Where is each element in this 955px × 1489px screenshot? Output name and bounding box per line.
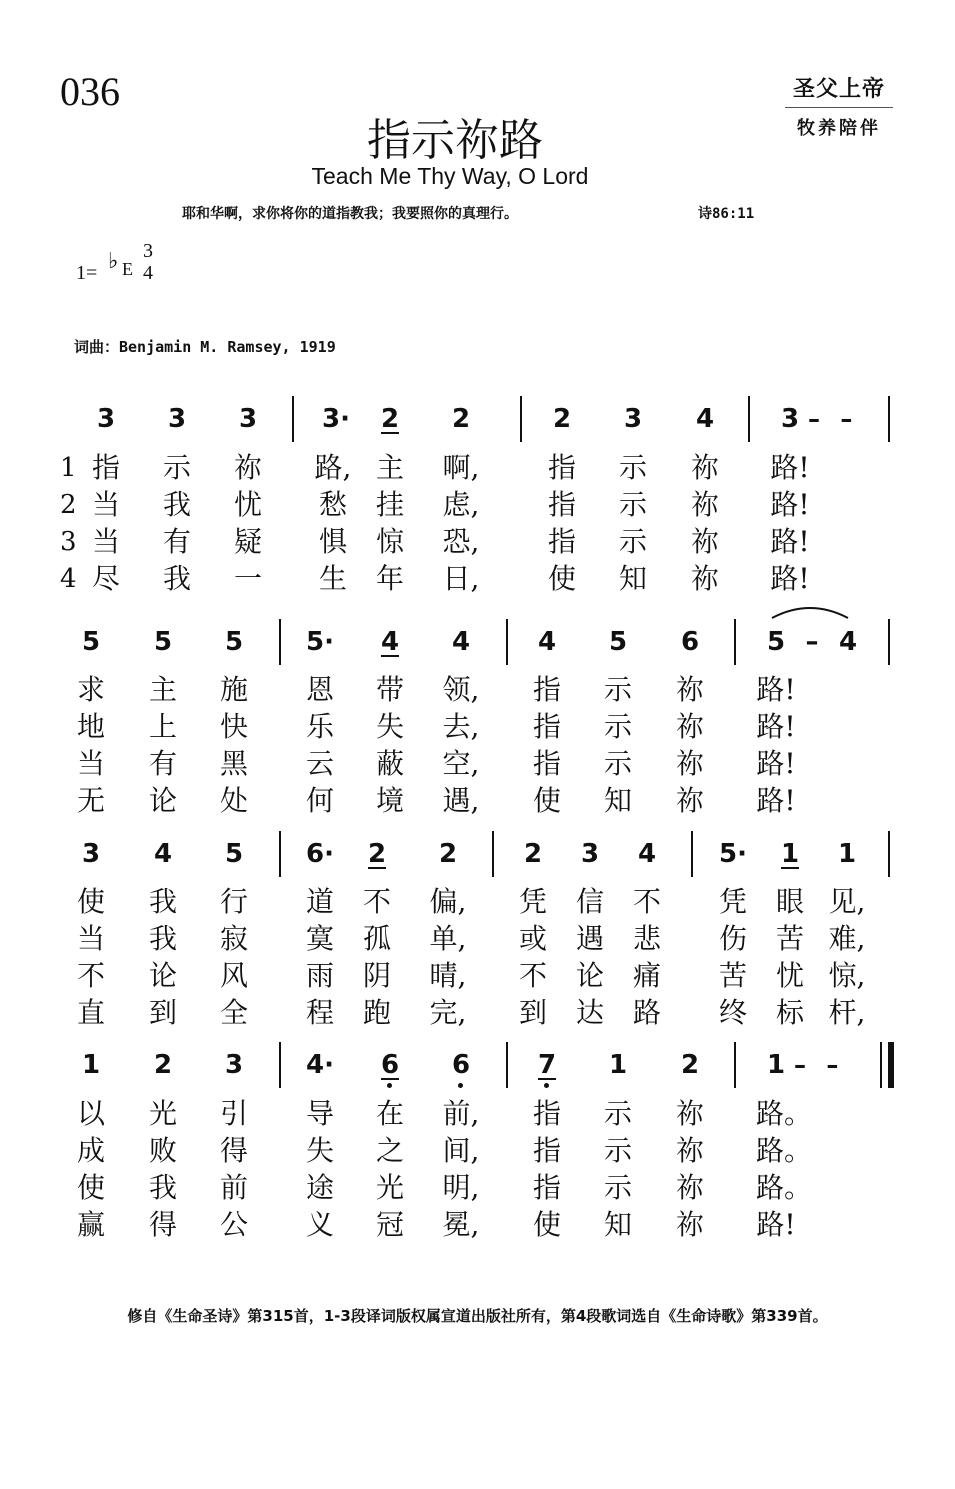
lyric-syllable: 指 — [547, 488, 576, 521]
lyric-syllable: 终 — [718, 996, 747, 1029]
lyric-syllable: 祢 — [675, 784, 704, 817]
lyric-syllable: 悲 — [632, 922, 661, 955]
lyric-syllable: 路! — [756, 784, 796, 817]
note-digit: 4 — [451, 627, 471, 657]
note-digit: 4 — [637, 839, 657, 869]
lyric-syllable: 使 — [532, 1208, 561, 1241]
lyric-syllable: 指 — [532, 673, 561, 706]
underlined-note: 1 — [780, 839, 800, 869]
underlined-note: 7 — [537, 1050, 557, 1080]
lyric-syllable: 路, — [314, 451, 352, 484]
lyric-syllable: 阴 — [362, 959, 391, 992]
note-digit: 5 — [153, 627, 173, 657]
barline — [520, 396, 522, 442]
time-signature-bottom: 4 — [143, 262, 153, 284]
lyric-syllable: 忧 — [775, 959, 804, 992]
lyric-syllable: 一 — [233, 562, 262, 595]
lyric-syllable: 见, — [828, 885, 866, 918]
barline — [748, 396, 750, 442]
lyric-syllable: 指 — [547, 451, 576, 484]
note — [228, 404, 268, 434]
note — [685, 404, 725, 434]
note — [598, 627, 638, 657]
lyric-syllable: 蔽 — [375, 747, 404, 780]
lyric-syllable: 孤 — [362, 922, 391, 955]
lyric-syllable: 祢 — [675, 1208, 704, 1241]
lyric-syllable: 伤 — [718, 922, 747, 955]
lyric-syllable: 得 — [219, 1134, 248, 1167]
lyric-syllable: 处 — [219, 784, 248, 817]
note — [86, 404, 126, 434]
lyric-syllable: 路! — [770, 562, 810, 595]
note — [441, 404, 481, 434]
note-extension: – – — [808, 405, 859, 433]
note — [214, 1050, 254, 1080]
note-digit: 2 — [438, 839, 458, 869]
note-digit: 5 — [224, 839, 244, 869]
verse-number: 1 — [60, 453, 77, 483]
note — [370, 1050, 410, 1080]
lyric-syllable: 指 — [532, 1097, 561, 1130]
lyric-syllable: 路。 — [756, 1171, 813, 1204]
lyric-syllable: 我 — [162, 562, 191, 595]
note-digit: 4 — [695, 404, 715, 434]
note-digit: 1 — [766, 1050, 786, 1080]
lyric-syllable: 信 — [575, 885, 604, 918]
lyric-syllable: 遇 — [575, 922, 604, 955]
lyric-syllable: 有 — [162, 525, 191, 558]
note-digit: 5 — [608, 627, 628, 657]
barline — [492, 831, 494, 877]
composer-credit: 词曲：Benjamin M. Ramsey, 1919 — [74, 338, 336, 356]
lyric-syllable: 空, — [442, 747, 480, 780]
note — [513, 839, 553, 869]
lyric-syllable: 主 — [148, 673, 177, 706]
lyric-syllable: 示 — [618, 488, 647, 521]
lyric-syllable: 疑 — [233, 525, 262, 558]
lyric-syllable: 冠 — [375, 1208, 404, 1241]
lyric-syllable: 杆, — [828, 996, 866, 1029]
lyric-syllable: 路。 — [756, 1134, 813, 1167]
lyric-syllable: 偏, — [429, 885, 467, 918]
low-octave-dot — [387, 1083, 392, 1088]
lyric-syllable: 达 — [575, 996, 604, 1029]
barline — [691, 831, 693, 877]
note — [71, 839, 111, 869]
slur — [770, 604, 850, 620]
lyric-syllable: 祢 — [675, 673, 704, 706]
underlined-note: 2 — [367, 839, 387, 869]
low-octave-dot — [458, 1083, 463, 1088]
lyric-syllable: 行 — [219, 885, 248, 918]
note — [143, 1050, 183, 1080]
verse-number: 3 — [60, 527, 77, 557]
note-digit: – — [805, 627, 819, 657]
note — [542, 404, 582, 434]
lyric-syllable: 使 — [76, 1171, 105, 1204]
note-digit: 2 — [451, 404, 471, 434]
lyric-syllable: 单, — [429, 922, 467, 955]
barline — [279, 619, 281, 665]
lyric-syllable: 寞 — [305, 922, 334, 955]
note — [300, 627, 340, 657]
lyric-syllable: 导 — [305, 1097, 334, 1130]
note-digit: 2 — [680, 1050, 700, 1080]
lyric-syllable: 标 — [775, 996, 804, 1029]
note-digit: 4 — [153, 839, 173, 869]
lyric-syllable: 到 — [518, 996, 547, 1029]
lyric-syllable: 眼 — [775, 885, 804, 918]
lyric-syllable: 凭 — [518, 885, 547, 918]
note-digit: 3 — [224, 1050, 244, 1080]
lyric-syllable: 全 — [219, 996, 248, 1029]
lyric-syllable: 雨 — [305, 959, 334, 992]
note-digit: 4· — [306, 1050, 334, 1080]
note-digit: 5· — [719, 839, 747, 869]
lyric-syllable: 指 — [532, 1134, 561, 1167]
note — [627, 839, 667, 869]
barline — [506, 1042, 508, 1088]
low-octave-dot — [544, 1083, 549, 1088]
note-digit: 3 — [81, 839, 101, 869]
lyric-syllable: 之 — [375, 1134, 404, 1167]
note-digit: 2 — [523, 839, 543, 869]
lyric-syllable: 公 — [219, 1208, 248, 1241]
lyric-syllable: 赢 — [76, 1208, 105, 1241]
lyric-syllable: 引 — [219, 1097, 248, 1130]
lyric-syllable: 示 — [603, 747, 632, 780]
lyric-syllable: 或 — [518, 922, 547, 955]
underlined-note: 6 — [380, 1050, 400, 1080]
note-digit: 3 — [623, 404, 643, 434]
barline — [734, 1042, 736, 1088]
lyric-syllable: 不 — [76, 959, 105, 992]
lyric-syllable: 领, — [442, 673, 480, 706]
lyric-syllable: 境 — [375, 784, 404, 817]
note-digit: 4 — [537, 627, 557, 657]
note — [71, 1050, 111, 1080]
note — [71, 627, 111, 657]
lyric-syllable: 使 — [76, 885, 105, 918]
lyric-syllable: 祢 — [675, 1134, 704, 1167]
note-extension: – – — [794, 1051, 845, 1079]
lyric-syllable: 当 — [76, 747, 105, 780]
note — [143, 839, 183, 869]
lyric-syllable: 前 — [219, 1171, 248, 1204]
note — [441, 627, 481, 657]
note — [441, 1050, 481, 1080]
lyric-syllable: 义 — [305, 1208, 334, 1241]
lyric-syllable: 败 — [148, 1134, 177, 1167]
underlined-note: 2 — [380, 404, 400, 434]
key-note: E — [122, 259, 133, 279]
lyric-syllable: 我 — [162, 488, 191, 521]
hymn-subtitle: Teach Me Thy Way, O Lord — [311, 163, 589, 189]
note-digit: 1 — [837, 839, 857, 869]
lyric-syllable: 祢 — [690, 451, 719, 484]
lyric-syllable: 带 — [375, 673, 404, 706]
lyric-syllable: 路! — [770, 451, 810, 484]
note — [828, 627, 868, 657]
barline — [734, 619, 736, 665]
lyric-syllable: 路! — [756, 673, 796, 706]
lyric-syllable: 示 — [618, 525, 647, 558]
note — [792, 627, 832, 657]
lyric-syllable: 指 — [532, 747, 561, 780]
scripture-verse: 耶和华啊，求你将你的道指教我；我要照你的真理行。 — [182, 206, 518, 222]
lyric-syllable: 年 — [375, 562, 404, 595]
lyric-syllable: 祢 — [675, 747, 704, 780]
lyric-syllable: 啊, — [442, 451, 480, 484]
lyric-syllable: 路! — [756, 1208, 796, 1241]
lyric-syllable: 当 — [91, 525, 120, 558]
lyric-syllable: 路。 — [756, 1097, 813, 1130]
note — [143, 627, 183, 657]
lyric-syllable: 示 — [603, 710, 632, 743]
lyric-syllable: 主 — [375, 451, 404, 484]
lyric-syllable: 我 — [148, 885, 177, 918]
note — [370, 404, 410, 434]
note-digit: 3 — [780, 404, 800, 434]
lyric-syllable: 尽 — [91, 562, 120, 595]
note — [670, 627, 710, 657]
note-digit: 3 — [238, 404, 258, 434]
lyric-syllable: 前, — [442, 1097, 480, 1130]
lyric-syllable: 在 — [375, 1097, 404, 1130]
lyric-syllable: 何 — [305, 784, 334, 817]
note — [570, 839, 610, 869]
note — [713, 839, 753, 869]
lyric-syllable: 恩 — [305, 673, 334, 706]
lyric-syllable: 失 — [305, 1134, 334, 1167]
note-digit: 4 — [838, 627, 858, 657]
hymn-number: 036 — [60, 69, 120, 114]
hymn-title: 指示祢路 — [367, 115, 543, 166]
note-digit: 5 — [81, 627, 101, 657]
lyric-syllable: 知 — [618, 562, 647, 595]
note-digit: 1 — [608, 1050, 628, 1080]
lyric-syllable: 祢 — [675, 1097, 704, 1130]
barline — [292, 396, 294, 442]
lyric-syllable: 使 — [532, 784, 561, 817]
lyric-syllable: 路! — [756, 747, 796, 780]
lyric-syllable: 祢 — [675, 1171, 704, 1204]
barline — [888, 831, 890, 877]
lyric-syllable: 示 — [162, 451, 191, 484]
lyric-syllable: 论 — [148, 784, 177, 817]
note — [598, 1050, 638, 1080]
lyric-syllable: 日, — [442, 562, 480, 595]
lyric-syllable: 我 — [148, 1171, 177, 1204]
flat-symbol: ♭ — [108, 248, 119, 273]
note — [756, 1050, 796, 1080]
key-label: 1= — [76, 262, 98, 284]
note — [670, 1050, 710, 1080]
lyric-syllable: 示 — [603, 673, 632, 706]
note — [370, 627, 410, 657]
note-digit: 3 — [167, 404, 187, 434]
note — [214, 839, 254, 869]
note — [157, 404, 197, 434]
lyric-syllable: 知 — [603, 784, 632, 817]
lyric-syllable: 求 — [76, 673, 105, 706]
lyric-syllable: 虑, — [442, 488, 480, 521]
note-digit: 3 — [580, 839, 600, 869]
lyric-syllable: 指 — [532, 710, 561, 743]
lyric-syllable: 路! — [756, 710, 796, 743]
lyric-syllable: 直 — [76, 996, 105, 1029]
lyric-syllable: 不 — [632, 885, 661, 918]
time-signature-top: 3 — [143, 240, 153, 262]
lyric-syllable: 道 — [305, 885, 334, 918]
barline — [888, 619, 890, 665]
barline — [888, 396, 890, 442]
verse-number: 4 — [60, 564, 77, 594]
note — [300, 839, 340, 869]
lyric-syllable: 忧 — [233, 488, 262, 521]
note — [756, 627, 796, 657]
lyric-syllable: 地 — [76, 710, 105, 743]
lyric-syllable: 凭 — [718, 885, 747, 918]
note — [300, 1050, 340, 1080]
note — [827, 839, 867, 869]
lyric-syllable: 祢 — [675, 710, 704, 743]
note-digit: 3 — [96, 404, 116, 434]
lyric-syllable: 路! — [770, 525, 810, 558]
note-digit: 2 — [153, 1050, 173, 1080]
lyric-syllable: 惊 — [375, 525, 404, 558]
lyric-syllable: 不 — [362, 885, 391, 918]
note — [770, 404, 810, 434]
lyric-syllable: 祢 — [233, 451, 262, 484]
lyric-syllable: 寂 — [219, 922, 248, 955]
note — [770, 839, 810, 869]
note-digit: 6· — [306, 839, 334, 869]
note-digit: 1 — [81, 1050, 101, 1080]
lyric-syllable: 惧 — [318, 525, 347, 558]
lyric-syllable: 上 — [148, 710, 177, 743]
lyric-syllable: 无 — [76, 784, 105, 817]
lyric-syllable: 成 — [76, 1134, 105, 1167]
lyric-syllable: 路! — [770, 488, 810, 521]
lyric-syllable: 失 — [375, 710, 404, 743]
lyric-syllable: 跑 — [362, 996, 391, 1029]
note — [527, 627, 567, 657]
lyric-syllable: 惊, — [828, 959, 866, 992]
lyric-syllable: 途 — [305, 1171, 334, 1204]
lyric-syllable: 间, — [442, 1134, 480, 1167]
category-label: 圣父上帝 — [785, 72, 893, 108]
lyric-syllable: 祢 — [690, 562, 719, 595]
lyric-syllable: 风 — [219, 959, 248, 992]
lyric-syllable: 示 — [603, 1097, 632, 1130]
lyric-syllable: 去, — [442, 710, 480, 743]
note-digit: 5 — [224, 627, 244, 657]
lyric-syllable: 示 — [603, 1134, 632, 1167]
lyric-syllable: 遇, — [442, 784, 480, 817]
final-barline — [888, 1042, 894, 1088]
lyric-syllable: 知 — [603, 1208, 632, 1241]
lyric-syllable: 祢 — [690, 488, 719, 521]
lyric-syllable: 施 — [219, 673, 248, 706]
lyric-syllable: 恐, — [442, 525, 480, 558]
lyric-syllable: 得 — [148, 1208, 177, 1241]
barline — [279, 1042, 281, 1088]
lyric-syllable: 冕, — [442, 1208, 480, 1241]
lyric-syllable: 明, — [442, 1171, 480, 1204]
lyric-syllable: 生 — [318, 562, 347, 595]
note — [613, 404, 653, 434]
lyric-syllable: 示 — [618, 451, 647, 484]
underlined-note: 4 — [380, 627, 400, 657]
lyric-syllable: 愁 — [318, 488, 347, 521]
lyric-syllable: 指 — [547, 525, 576, 558]
barline — [279, 831, 281, 877]
lyric-syllable: 黑 — [219, 747, 248, 780]
note — [214, 627, 254, 657]
note-digit: 5· — [306, 627, 334, 657]
lyric-syllable: 乐 — [305, 710, 334, 743]
lyric-syllable: 指 — [532, 1171, 561, 1204]
lyric-syllable: 示 — [603, 1171, 632, 1204]
lyric-syllable: 快 — [219, 710, 248, 743]
lyric-syllable: 难, — [828, 922, 866, 955]
lyric-syllable: 路 — [632, 996, 661, 1029]
note — [428, 839, 468, 869]
copyright-footer: 修自《生命圣诗》第315首，1-3段译词版权属宣道出版社所有，第4段歌词选自《生命诗歌》第339首。 — [127, 1307, 828, 1325]
lyric-syllable: 使 — [547, 562, 576, 595]
note — [357, 839, 397, 869]
note-digit: 2 — [552, 404, 572, 434]
barline — [506, 619, 508, 665]
lyric-syllable: 当 — [91, 488, 120, 521]
lyric-syllable: 程 — [305, 996, 334, 1029]
note — [527, 1050, 567, 1080]
lyric-syllable: 论 — [575, 959, 604, 992]
lyric-syllable: 当 — [76, 922, 105, 955]
note-digit: 5 — [766, 627, 786, 657]
lyric-syllable: 完, — [429, 996, 467, 1029]
note — [316, 404, 356, 434]
lyric-syllable: 光 — [148, 1097, 177, 1130]
lyric-syllable: 挂 — [375, 488, 404, 521]
lyric-syllable: 论 — [148, 959, 177, 992]
lyric-syllable: 痛 — [632, 959, 661, 992]
lyric-syllable: 云 — [305, 747, 334, 780]
lyric-syllable: 我 — [148, 922, 177, 955]
lyric-syllable: 苦 — [718, 959, 747, 992]
subcategory-label: 牧养陪伴 — [797, 118, 881, 139]
note-digit: 6 — [680, 627, 700, 657]
lyric-syllable: 指 — [91, 451, 120, 484]
verse-number: 2 — [60, 490, 77, 520]
lyric-syllable: 不 — [518, 959, 547, 992]
lyric-syllable: 光 — [375, 1171, 404, 1204]
lyric-syllable: 祢 — [690, 525, 719, 558]
lyric-syllable: 到 — [148, 996, 177, 1029]
scripture-reference: 诗86:11 — [698, 206, 755, 222]
time-signature — [140, 240, 156, 284]
lyric-syllable: 晴, — [429, 959, 467, 992]
lyric-syllable: 有 — [148, 747, 177, 780]
note-digit: 6 — [451, 1050, 471, 1080]
lyric-syllable: 苦 — [775, 922, 804, 955]
note-digit: 3· — [322, 404, 350, 434]
lyric-syllable: 以 — [76, 1097, 105, 1130]
